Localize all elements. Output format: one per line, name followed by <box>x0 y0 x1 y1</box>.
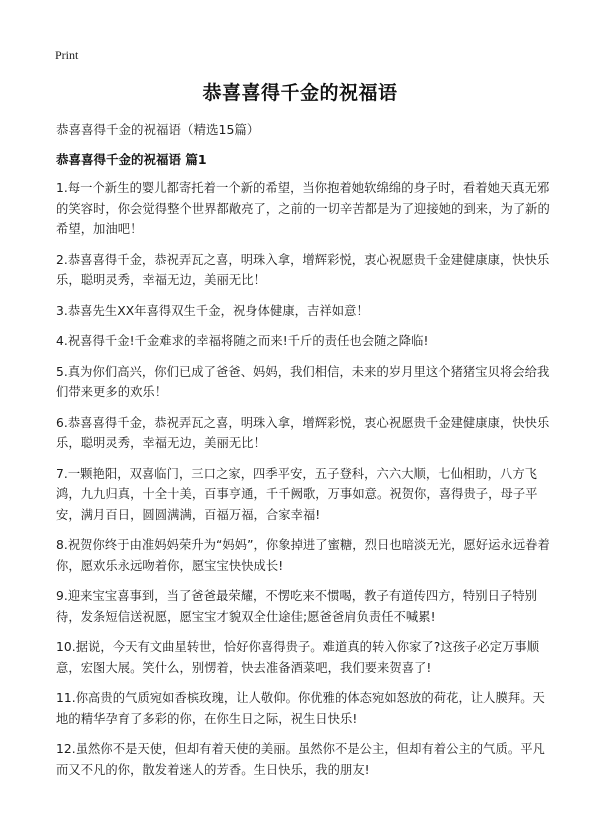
paragraph: 8.祝贺你终于由准妈妈荣升为“妈妈”，你象掉进了蜜糖，烈日也暗淡无光，愿好运永远眷着你，愿欢乐永远吻着你，愿宝宝快快成长! <box>56 538 550 573</box>
paragraph: 1.每一个新生的婴儿都寄托着一个新的希望，当你抱着她软绵绵的身子时，看着她天真无邪的笑容时，你会觉得整个世界都敞亮了，之前的一切辛苦都是为了迎接她的到来，为了新的希望，加油吧！ <box>56 181 550 236</box>
paragraph: 10.据说，今天有文曲星转世，恰好你喜得贵子。难道真的转入你家了?这孩子必定万事顺意，宏图大展。笑什么，别愣着，快去准备酒菜吧，我们要来贺喜了! <box>56 640 540 675</box>
paragraph-list <box>56 178 550 790</box>
paragraph: 9.迎来宝宝喜事到，当了爸爸最荣耀，不愣吃来不惯喝，教子有道传四方，特别日子特别待，发条短信送祝愿，愿宝宝才貌双全仕途佳;愿爸爸肩负责任不喊累! <box>56 589 538 624</box>
paragraph: 7.一颗艳阳，双喜临门，三口之家，四季平安，五子登科，六六大顺，七仙相助，八方飞鸿，九九归真，十全十美，百事亨通，千千阙歌，万事如意。祝贺你，喜得贵子，母子平安，满月百日，圆圆满满，百福万福，合家幸福! <box>56 466 538 522</box>
paragraph: 12.虽然你不是天使，但却有着天使的美丽。虽然你不是公主，但却有着公主的气质。平凡而又不凡的你，散发着迷人的芳香。生日快乐，我的朋友! <box>56 742 545 777</box>
paragraph: 2.恭喜喜得千金，恭祝弄瓦之喜，明珠入拿，增辉彩悦，衷心祝愿贵千金建健康康，快快乐乐，聪明灵秀，幸福无边，美丽无比！ <box>56 252 550 287</box>
print-link[interactable]: Print <box>55 48 79 62</box>
paragraph: 5.真为你们高兴，你们已成了爸爸、妈妈，我们相信，未来的岁月里这个猪猪宝贝将会给我们带来更多的欢乐！ <box>56 364 550 399</box>
page-title: 恭喜喜得千金的祝福语 <box>202 82 398 104</box>
section-heading: 恭喜喜得千金的祝福语 篇1 <box>56 152 207 167</box>
paragraph: 3.恭喜先生XX年喜得双生千金，祝身体健康，吉祥如意！ <box>56 303 369 318</box>
paragraph: 11.你高贵的气质宛如香槟玫瑰，让人敬仰。你优雅的体态宛如怒放的荷花，让人膜拜。天地的精华孕育了多彩的你，在你生日之际，祝生日快乐! <box>56 691 545 726</box>
document-subtitle: 恭喜喜得千金的祝福语（精选15篇） <box>56 122 260 137</box>
paragraph: 6.恭喜喜得千金，恭祝弄瓦之喜，明珠入拿，增辉彩悦，衷心祝愿贵千金建健康康，快快乐乐，聪明灵秀，幸福无边，美丽无比！ <box>56 415 550 450</box>
paragraph: 4.祝喜得千金!千金难求的幸福将随之而来!千斤的责任也会随之降临! <box>56 334 429 348</box>
